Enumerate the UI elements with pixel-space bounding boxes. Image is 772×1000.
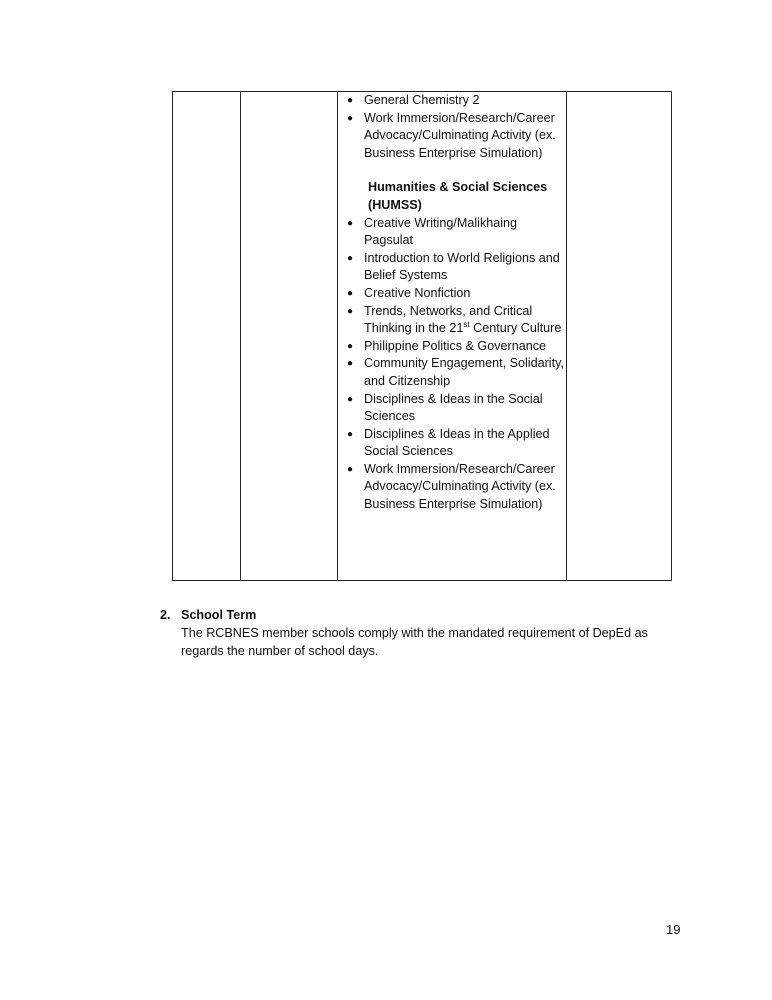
bullet-icon: ● [347, 95, 354, 106]
list-item: ● Philippine Politics & Governance [347, 338, 569, 356]
curriculum-table [172, 91, 672, 581]
list-item: ● Work Immersion/Research/Career Advocacy/Culminating Activity (ex. Business Enterprise Simulation) [347, 461, 556, 512]
subjects-cell [347, 92, 569, 514]
bullet-icon: ● [347, 305, 354, 317]
list-item: ● General Chemistry 2 [347, 92, 569, 110]
list-item: ● Trends, Networks, and Critical Thinking in the 21st Century Culture [347, 303, 562, 336]
section-body: The RCBNES member schools comply with the mandated requirement of DepEd as regards the number of school days. [181, 626, 648, 658]
bullet-icon: ● [347, 428, 354, 440]
humss-subject-list [347, 215, 569, 514]
bullet-icon: ● [347, 287, 354, 299]
bullet-icon: ● [347, 340, 354, 352]
list-item: ● Disciplines & Ideas in the Applied Social Sciences [347, 426, 550, 459]
list-item: ● Community Engagement, Solidarity, and Citizenship [347, 356, 564, 388]
bullet-icon: ● [347, 217, 354, 229]
bullet-icon: ● [347, 112, 354, 124]
page-number: 19 [666, 922, 681, 937]
section-title: School Term [181, 608, 257, 622]
list-item: ● Creative Nonfiction [347, 285, 569, 303]
list-item: ● Work Immersion/Research/Career Advocacy/Culminating Activity (ex. Business Enterprise Simulation) [347, 110, 556, 160]
list-item: ● Creative Writing/Malikhaing Pagsulat [347, 215, 518, 248]
bullet-icon: ● [347, 252, 354, 264]
bullet-icon: ● [347, 358, 354, 370]
subject-list [347, 92, 569, 162]
list-item: ● Disciplines & Ideas in the Social Sciences [347, 391, 543, 424]
table-column-divider [337, 92, 338, 580]
section-number: 2. [160, 608, 171, 622]
superscript: st [463, 320, 470, 330]
bullet-icon: ● [347, 393, 354, 405]
list-item: ● Introduction to World Religions and Belief Systems [347, 250, 560, 283]
track-heading: Humanities & Social Sciences (HUMSS) [368, 180, 548, 212]
bullet-icon: ● [347, 463, 354, 475]
table-column-divider [240, 92, 241, 580]
